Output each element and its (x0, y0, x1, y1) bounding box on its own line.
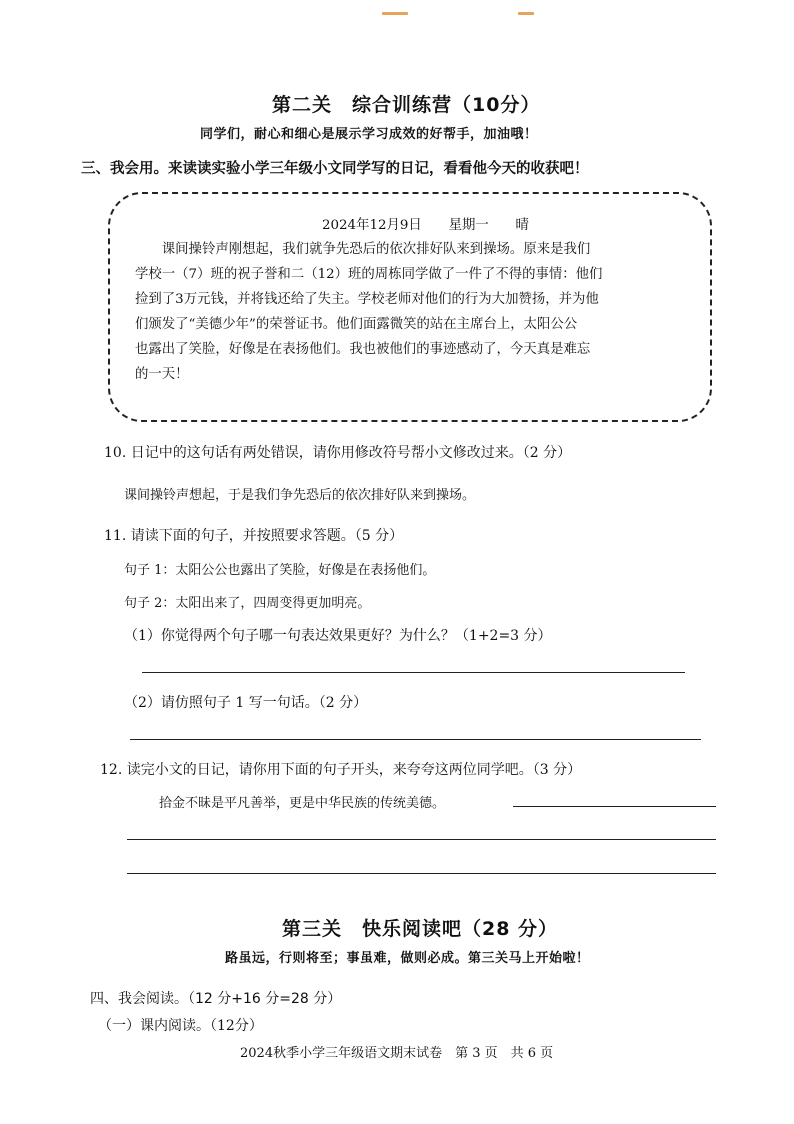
q12-answer-line-1[interactable] (513, 806, 716, 807)
diary-line-4: 们颁发了“美德少年”的荣誉证书。他们面露微笑的站在主席台上，太阳公公 (135, 317, 578, 332)
q11-sentence1: 句子 1：太阳公公也露出了笑脸，好像是在表扬他们。 (124, 563, 436, 578)
part4-heading: 四、我会阅读。（12 分+16 分=28 分） (90, 991, 342, 1007)
q11-sentence2: 句子 2：太阳出来了，四周变得更加明亮。 (124, 596, 371, 611)
part3-heading: 三、我会用。来读读实验小学三年级小文同学写的日记，看看他今天的收获吧！ (81, 161, 589, 177)
section3-motto: 路虽远，行则将至；事虽难，做则必成。第三关马上开始啦！ (225, 951, 590, 966)
q10-prompt: 10. 日记中的这句话有两处错误，请你用修改符号帮小文修改过来。（2 分） (104, 445, 572, 461)
part4-subsection: （一）课内阅读。（12分） (98, 1018, 263, 1034)
q12-answer-line-3[interactable] (127, 873, 716, 874)
q11-prompt: 11. 请读下面的句子，并按照要求答题。（5 分） (104, 528, 404, 544)
q11-sub2-answer-line[interactable] (130, 739, 701, 740)
section2-motto: 同学们，耐心和细心是展示学习成效的好帮手，加油哦！ (200, 127, 538, 142)
diary-date: 2024年12月9日 星期一 晴 (322, 218, 529, 233)
diary-line-3: 捡到了3万元钱，并将钱还给了失主。学校老师对他们的行为大加赞扬，并为他 (135, 292, 599, 307)
diary-line-2: 学校一（7）班的祝子誉和二（12）班的周栋同学做了一件了不得的事情：他们 (135, 267, 603, 282)
page-footer: 2024秋季小学三年级语文期末试卷 第 3 页 共 6 页 (240, 1046, 554, 1061)
diary-line-6: 的一天！ (135, 367, 189, 382)
q11-sub2: （2）请仿照句子 1 写一句话。（2 分） (124, 695, 368, 711)
q12-prompt: 12. 读完小文的日记，请你用下面的句子开头，来夸夸这两位同学吧。（3 分） (100, 762, 582, 778)
section2-title: 第二关 综合训练营（10分） (272, 94, 541, 116)
diary-line-1: 课间操铃声刚想起，我们就争先恐后的依次排好队来到操场。原来是我们 (135, 242, 591, 257)
q11-sub1: （1）你觉得两个句子哪一句表达效果更好？为什么？（1+2=3 分） (124, 628, 552, 644)
scan-mark-right (518, 12, 534, 15)
scan-mark-left (382, 12, 408, 15)
q10-sentence: 课间操铃声想起，于是我们争先恐后的依次排好队来到操场。 (124, 488, 476, 503)
diary-line-5: 也露出了笑脸，好像是在表扬他们。我也被他们的事迹感动了，今天真是难忘 (135, 342, 591, 357)
q12-starter: 拾金不昧是平凡善举，更是中华民族的传统美德。 (159, 796, 446, 811)
section3-title: 第三关 快乐阅读吧（28 分） (282, 918, 559, 940)
q11-sub1-answer-line[interactable] (142, 672, 685, 673)
q12-answer-line-2[interactable] (127, 839, 716, 840)
